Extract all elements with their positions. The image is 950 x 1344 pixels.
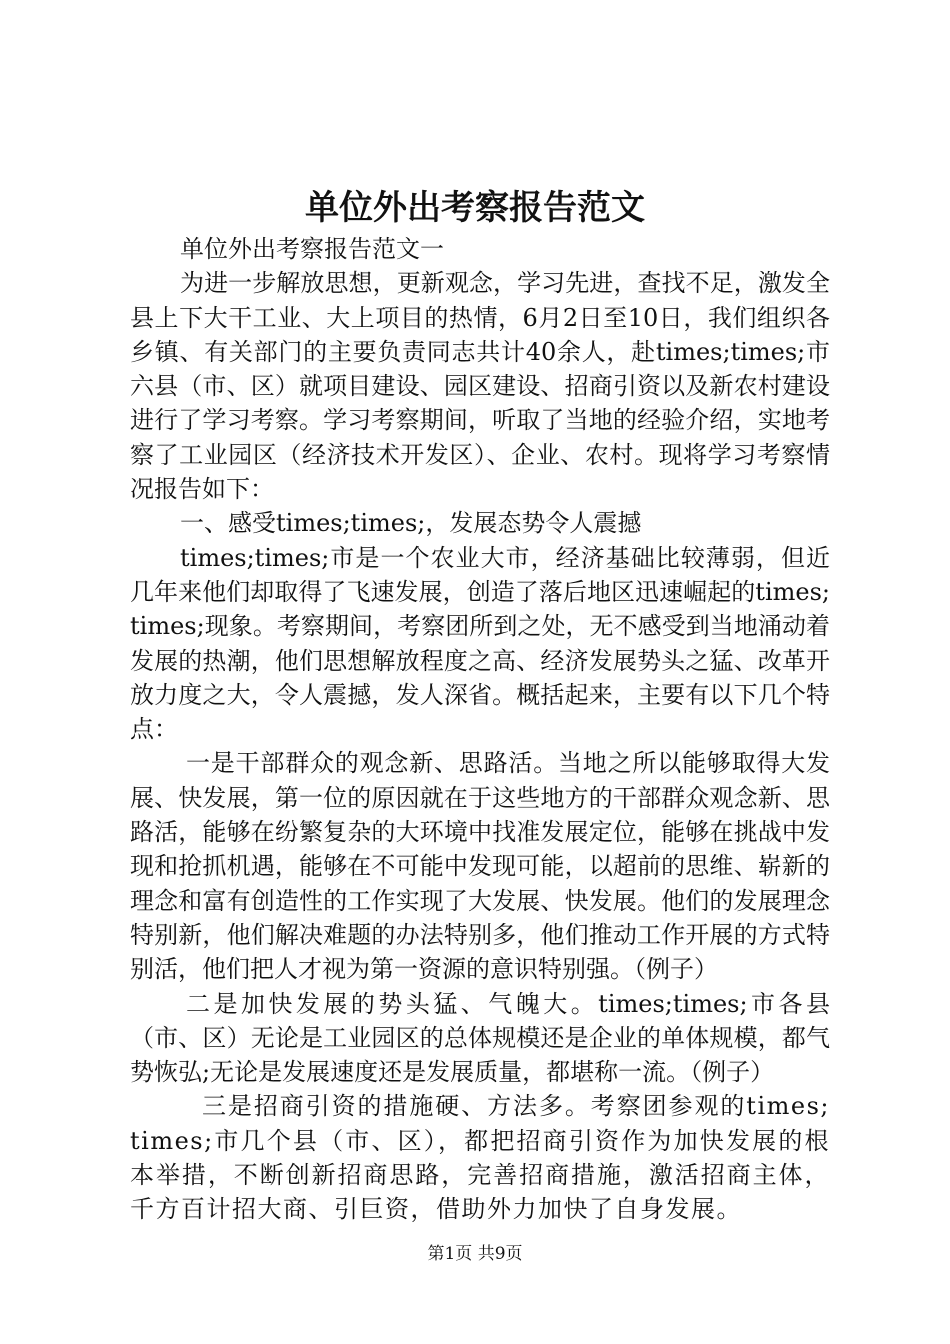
paragraph-point-one: 一是干部群众的观念新、思路活。当地之所以能够取得大发展、快发展，第一位的原因就在于这些地方的干部群众观念新、思路活，能够在纷繁复杂的大环境中找准发展定位，能够在挑战中发现和抢抓机遇，能够在不可能中发现可能，以超前的思维、崭新的理念和富有创造性的工作实现了大发展、快发展。他们的发展理念特别新，他们解决难题的办法特别多，他们推动工作开展的方式特别活，他们把人才视为第一资源的意识特别强。（例子） [130, 749, 830, 984]
paragraph-overview: times;times;市是一个农业大市，经济基础比较薄弱，但近几年来他们却取得了飞速发展，创造了落后地区迅速崛起的times;times;现象。考察期间，考察团所到之处，无不感受到当地涌动着发展的热潮，他们思想解放程度之高、经济发展势头之猛、改革开放力度之大，令人震撼，发人深省。概括起来，主要有以下几个特点： [130, 543, 830, 744]
paragraph-intro: 为进一步解放思想，更新观念，学习先进，查找不足，激发全县上下大干工业、大上项目的热情，6月2日至10日，我们组织各乡镇、有关部门的主要负责同志共计40余人，赴times;times;市六县（市、区）就项目建设、园区建设、招商引资以及新农村建设进行了学习考察。学习考察期间，听取了当地的经验介绍，实地考察了工业园区（经济技术开发区）、企业、农村。现将学习考察情况报告如下： [130, 269, 830, 504]
paragraph-point-three: 三是招商引资的措施硬、方法多。考察团参观的times;times;市几个县（市、区），都把招商引资作为加快发展的根本举措，不断创新招商思路，完善招商措施，激活招商主体，千方百计招大商、引巨资，借助外力加快了自身发展。 [130, 1092, 830, 1224]
section-heading-one: 一、感受times;times;，发展态势令人震撼 [180, 509, 642, 538]
section-heading: 单位外出考察报告范文一 [180, 235, 444, 263]
page-number: 第1页 共9页 [427, 1244, 523, 1264]
document-body [130, 232, 830, 1227]
paragraph-point-two: 二是加快发展的势头猛、气魄大。times;times;市各县（市、区）无论是工业园区的总体规模还是企业的单体规模，都气势恢弘;无论是发展速度还是发展质量，都堪称一流。（例子） [130, 989, 830, 1087]
document-title: 单位外出考察报告范文 [305, 188, 645, 228]
